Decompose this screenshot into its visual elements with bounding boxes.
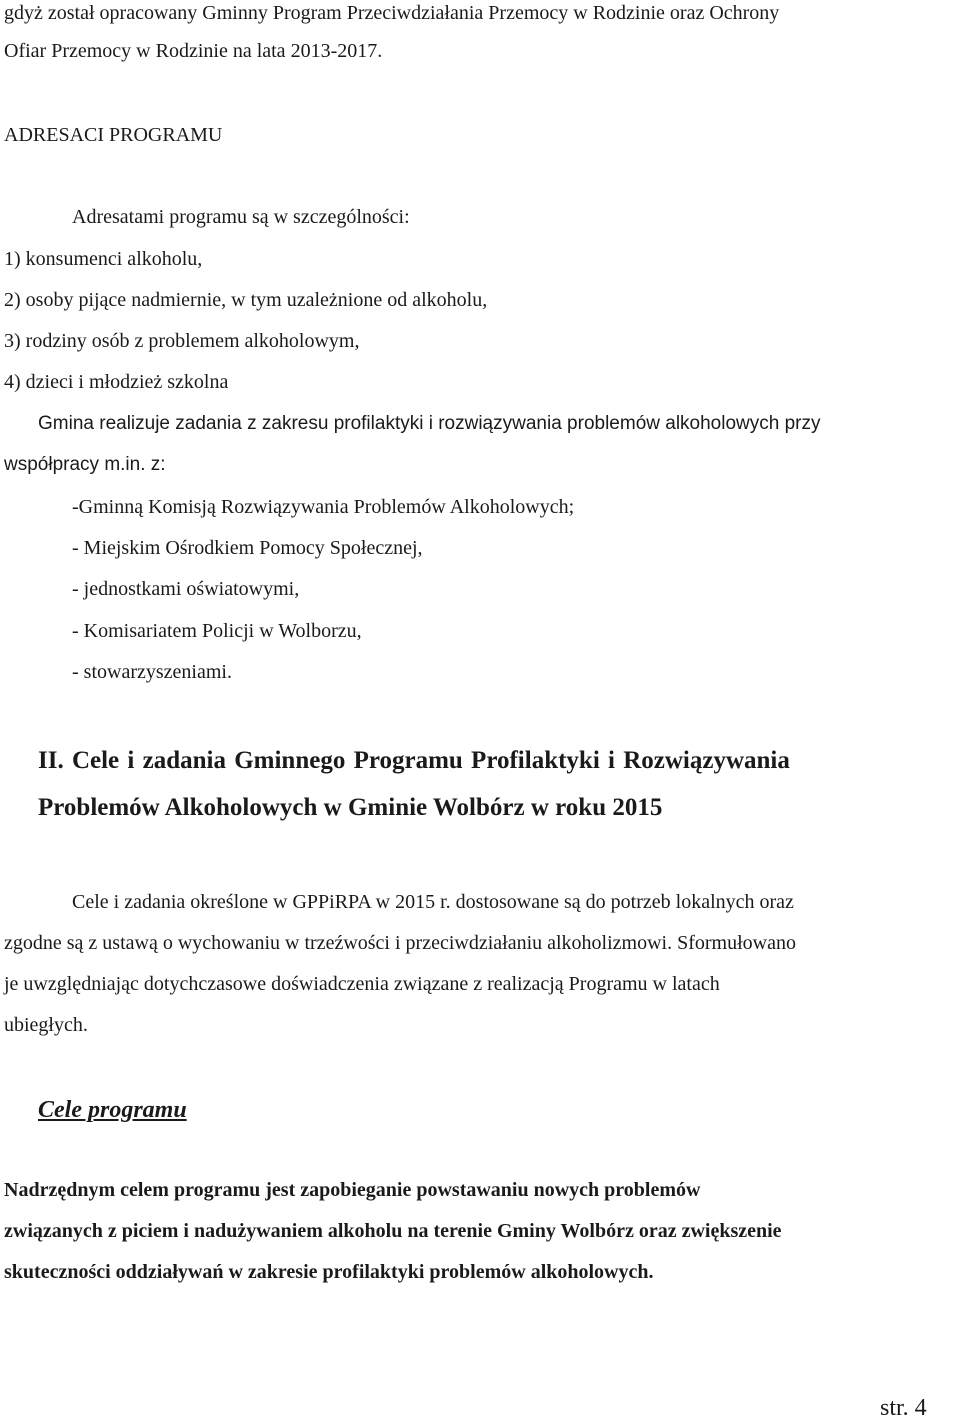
cooperation-line-1: Gmina realizuje zadania z zakresu profilaktyki i rozwiązywania problemów alkoholowych przy — [38, 413, 821, 434]
addressee-item: 3) rodziny osób z problemem alkoholowym, — [4, 330, 360, 352]
intro-line-1: gdyż został opracowany Gminny Program Przeciwdziałania Przemocy w Rodzinie oraz Ochrony — [4, 2, 780, 24]
goals-title: Cele programu — [38, 1097, 187, 1123]
addressee-item: 4) dzieci i młodzież szkolna — [4, 371, 229, 393]
partner-item: -Gminną Komisją Rozwiązywania Problemów Alkoholowych; — [72, 496, 575, 518]
intro-line-2: Ofiar Przemocy w Rodzinie na lata 2013-2017. — [4, 40, 383, 62]
section-paragraph-line-1: Cele i zadania określone w GPPiRPA w 2015 r. dostosowane są do potrzeb lokalnych oraz — [72, 891, 794, 913]
section-paragraph-line-4: ubiegłych. — [4, 1014, 88, 1036]
partner-item: - Komisariatem Policji w Wolborzu, — [72, 620, 362, 642]
section-paragraph-line-3: je uwzględniając dotychczasowe doświadczenia związane z realizacją Programu w latach — [4, 973, 720, 995]
section-heading-line-2: Problemów Alkoholowych w Gminie Wolbórz w roku 2015 — [38, 794, 663, 821]
goals-line-2: związanych z piciem i nadużywaniem alkoholu na terenie Gminy Wolbórz oraz zwiększenie — [4, 1220, 782, 1242]
addressee-item: 2) osoby pijące nadmiernie, w tym uzależnione od alkoholu, — [4, 289, 488, 311]
section-paragraph-line-2: zgodne są z ustawą o wychowaniu w trzeźwości i przeciwdziałaniu alkoholizmowi. Sformułowano — [4, 932, 796, 954]
partner-item: - jednostkami oświatowymi, — [72, 578, 300, 600]
goals-line-1: Nadrzędnym celem programu jest zapobieganie powstawaniu nowych problemów — [4, 1179, 701, 1201]
addressee-item: 1) konsumenci alkoholu, — [4, 248, 203, 270]
partner-item: - Miejskim Ośrodkiem Pomocy Społecznej, — [72, 537, 423, 559]
section-heading-line-1: II. Cele i zadania Gminnego Programu Profilaktyki i Rozwiązywania — [38, 747, 790, 774]
addressees-heading: ADRESACI PROGRAMU — [4, 124, 223, 146]
goals-line-3: skuteczności oddziaływań w zakresie profilaktyki problemów alkoholowych. — [4, 1261, 654, 1283]
cooperation-line-2: współpracy m.in. z: — [4, 454, 166, 475]
page-number: str. 4 — [880, 1395, 927, 1421]
partner-item: - stowarzyszeniami. — [72, 661, 232, 683]
addressees-lead: Adresatami programu są w szczególności: — [72, 206, 410, 228]
